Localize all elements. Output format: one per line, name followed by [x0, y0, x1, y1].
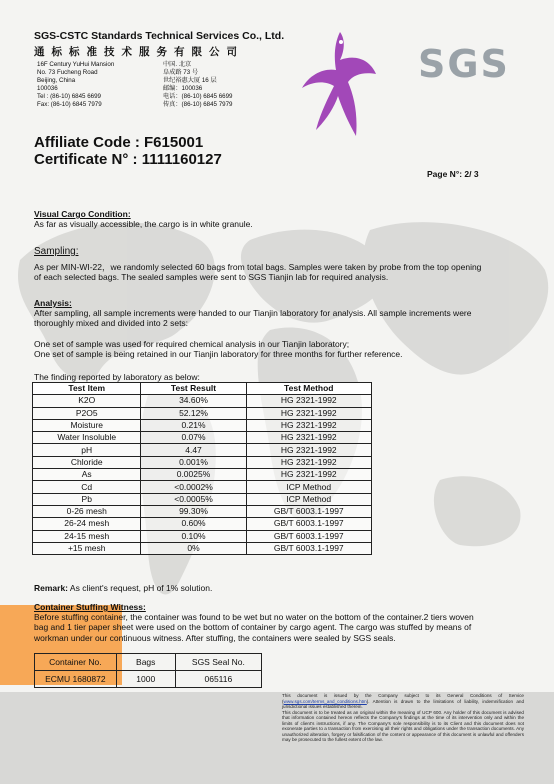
table-cell: HG 2321-1992: [246, 432, 371, 444]
table-cell: GB/T 6003.1-1997: [246, 530, 371, 542]
table-cell: 0-26 mesh: [33, 505, 141, 517]
table-row: [33, 493, 372, 505]
table-cell: 0.07%: [141, 432, 246, 444]
table-cell: +15 mesh: [33, 542, 141, 554]
table-cell: P2O5: [33, 407, 141, 419]
table-cell: pH: [33, 444, 141, 456]
stuffing-section: [34, 602, 474, 643]
table-cell: 0.10%: [141, 530, 246, 542]
section-text: One set of sample is being retained in our Tianjin laboratory for three months for further reference.: [34, 348, 403, 359]
column-header: Container No.: [35, 654, 117, 671]
table-row: [33, 542, 372, 554]
table-cell: 99.30%: [141, 505, 246, 517]
section-text: One set of sample was used for required chemical analysis in our Tianjin laboratory;: [34, 338, 350, 349]
table-cell: HG 2321-1992: [246, 419, 371, 431]
section-text: of each selected bags. The sealed samples were sent to SGS Tianjin lab for required analysis.: [34, 272, 389, 283]
column-header: Test Result: [141, 383, 246, 395]
table-cell: ICP Method: [246, 481, 371, 493]
table-header-row: [35, 654, 262, 671]
table-row: [33, 456, 372, 468]
column-header: Test Item: [33, 383, 141, 395]
table-cell: GB/T 6003.1-1997: [246, 518, 371, 530]
terms-link[interactable]: www.sgs.com/terms_and_conditions.htm: [283, 698, 367, 704]
sgs-logo-text: SGS: [418, 42, 510, 86]
table-cell: 26-24 mesh: [33, 518, 141, 530]
address-line: 阜成路 73 号: [163, 68, 199, 76]
address-line: 100036: [37, 84, 58, 92]
terms-paragraph: This document is to be treated as an original within the meaning of UCP 600. Any holder of this document is advised that information contained hereon reflects the Company's findings at the time of its intervention only and within the limits of client's instructions, if any. The Company's sole responsibility is to its Client and this document does not exonerate parties to a transaction from exercising all their rights and obligations under the transaction documents. Any unauthorized alteration, forgery or falsification of the content or appearance of this document is unlawful and offenders may be prosecuted to the fullest extent of the law.: [282, 709, 524, 742]
table-cell: 0.21%: [141, 419, 246, 431]
address-chinese: [163, 61, 232, 108]
page-number: Page N°: 2/ 3: [427, 169, 479, 179]
company-name-cn: 通标标准技术服务有限公司: [34, 46, 244, 58]
address-line: 16F Century YuHui Mansion: [37, 61, 115, 68]
table-cell: Water Insoluble: [33, 432, 141, 444]
table-cell: HG 2321-1992: [246, 456, 371, 468]
table-row: [33, 530, 372, 542]
sgs-bird-icon: [300, 30, 380, 140]
section-title: Analysis:: [34, 298, 72, 308]
table-cell: GB/T 6003.1-1997: [246, 505, 371, 517]
address-line: Beijing, China: [37, 76, 76, 84]
section-text: After sampling, all sample increments were handed to our Tianjin laboratory for analysis. All sample increments were: [34, 308, 472, 319]
address-line: 中国. 北京: [163, 61, 192, 68]
affiliate-code: Affiliate Code : F615001: [34, 134, 204, 151]
table-cell: ICP Method: [246, 493, 371, 505]
address-line: Fax: (86-10) 6845 7979: [37, 100, 102, 108]
table-cell: 0%: [141, 542, 246, 554]
table-header-row: [33, 383, 372, 395]
section-title: Visual Cargo Condition:: [34, 209, 131, 219]
table-cell: 1000: [116, 671, 175, 688]
table-row: [33, 481, 372, 493]
table-row: [33, 469, 372, 481]
table-cell: <0.0005%: [141, 493, 246, 505]
sampling-section: [34, 247, 481, 283]
table-cell: 0.60%: [141, 518, 246, 530]
address-line: 电话：(86-10) 6845 6699: [163, 92, 233, 100]
table-row: [33, 419, 372, 431]
table-cell: Moisture: [33, 419, 141, 431]
table-cell: 0.0025%: [141, 469, 246, 481]
table-cell: Cd: [33, 481, 141, 493]
table-cell: HG 2321-1992: [246, 407, 371, 419]
findings-intro: The finding reported by laboratory as below:: [34, 372, 200, 382]
remark: Remark: As client's request, pH of 1% solution.: [34, 583, 213, 593]
address-english: [37, 61, 114, 108]
section-text: thoroughly mixed and divided into 2 sets:: [34, 318, 189, 329]
column-header: Test Method: [246, 383, 371, 395]
certificate-number: Certificate N° : 1111160127: [34, 151, 222, 168]
section-text: As far as visually accessible, the cargo is in white granule.: [34, 219, 253, 230]
address-line: No. 73 Fucheng Road: [37, 68, 98, 76]
table-row: [33, 505, 372, 517]
analysis-section: [34, 298, 471, 359]
table-row: [33, 444, 372, 456]
table-cell: 52.12%: [141, 407, 246, 419]
table-cell: 4.47: [141, 444, 246, 456]
column-header: SGS Seal No.: [175, 654, 261, 671]
section-text: workman under our continuous witness. After stuffing, the containers were sealed by SGS seals.: [34, 632, 396, 643]
table-cell: HG 2321-1992: [246, 444, 371, 456]
table-cell: HG 2321-1992: [246, 395, 371, 407]
test-results-table: [32, 382, 372, 555]
section-text: bag and 1 tier paper sheet were used on the bottom of container by cargo agent. The cargo was stuffed by means of: [34, 622, 472, 633]
table-cell: Chloride: [33, 456, 141, 468]
table-cell: 34.60%: [141, 395, 246, 407]
address-line: 邮编：100036: [163, 84, 203, 92]
table-cell: ECMU 1680872: [35, 671, 117, 688]
table-row: [35, 671, 262, 688]
column-header: Bags: [116, 654, 175, 671]
table-cell: 24-15 mesh: [33, 530, 141, 542]
table-cell: Pb: [33, 493, 141, 505]
table-cell: As: [33, 469, 141, 481]
table-row: [33, 395, 372, 407]
section-text: As per MIN-WI-22，we randomly selected 60 bags from total bags. Samples were taken by probe from the top opening: [34, 262, 482, 273]
address-line: Tel : (86-10) 6845 6699: [37, 92, 101, 100]
section-text: Before stuffing container, the container was found to be wet but no water on the bottom of the container.2 tiers woven: [34, 612, 474, 623]
address-line: 传真：(86-10) 6845 7979: [163, 100, 233, 108]
terms-paragraph: This document is issued by the Company subject to its General Conditions of Service (www.sgs.com/terms_and_conditions.htm). Attention is drawn to the limitations of liability, indemnification and jurisdictional issues established therein.: [282, 693, 524, 709]
section-title: Sampling:: [34, 246, 79, 257]
sgs-logo: [418, 42, 510, 86]
terms-and-conditions: [282, 693, 524, 743]
table-cell: <0.0002%: [141, 481, 246, 493]
table-cell: HG 2321-1992: [246, 469, 371, 481]
table-cell: 065116: [175, 671, 261, 688]
address-line: 世纪裕惠大厦 16 层: [163, 76, 217, 84]
table-cell: GB/T 6003.1-1997: [246, 542, 371, 554]
visual-cargo-section: [34, 209, 253, 229]
section-title: Container Stuffing Witness:: [34, 602, 146, 612]
table-row: [33, 407, 372, 419]
container-seal-table: [34, 653, 262, 688]
table-cell: 0.001%: [141, 456, 246, 468]
table-row: [33, 518, 372, 530]
table-row: [33, 432, 372, 444]
table-cell: K2O: [33, 395, 141, 407]
company-name-en: SGS-CSTC Standards Technical Services Co., Ltd.: [34, 30, 285, 42]
